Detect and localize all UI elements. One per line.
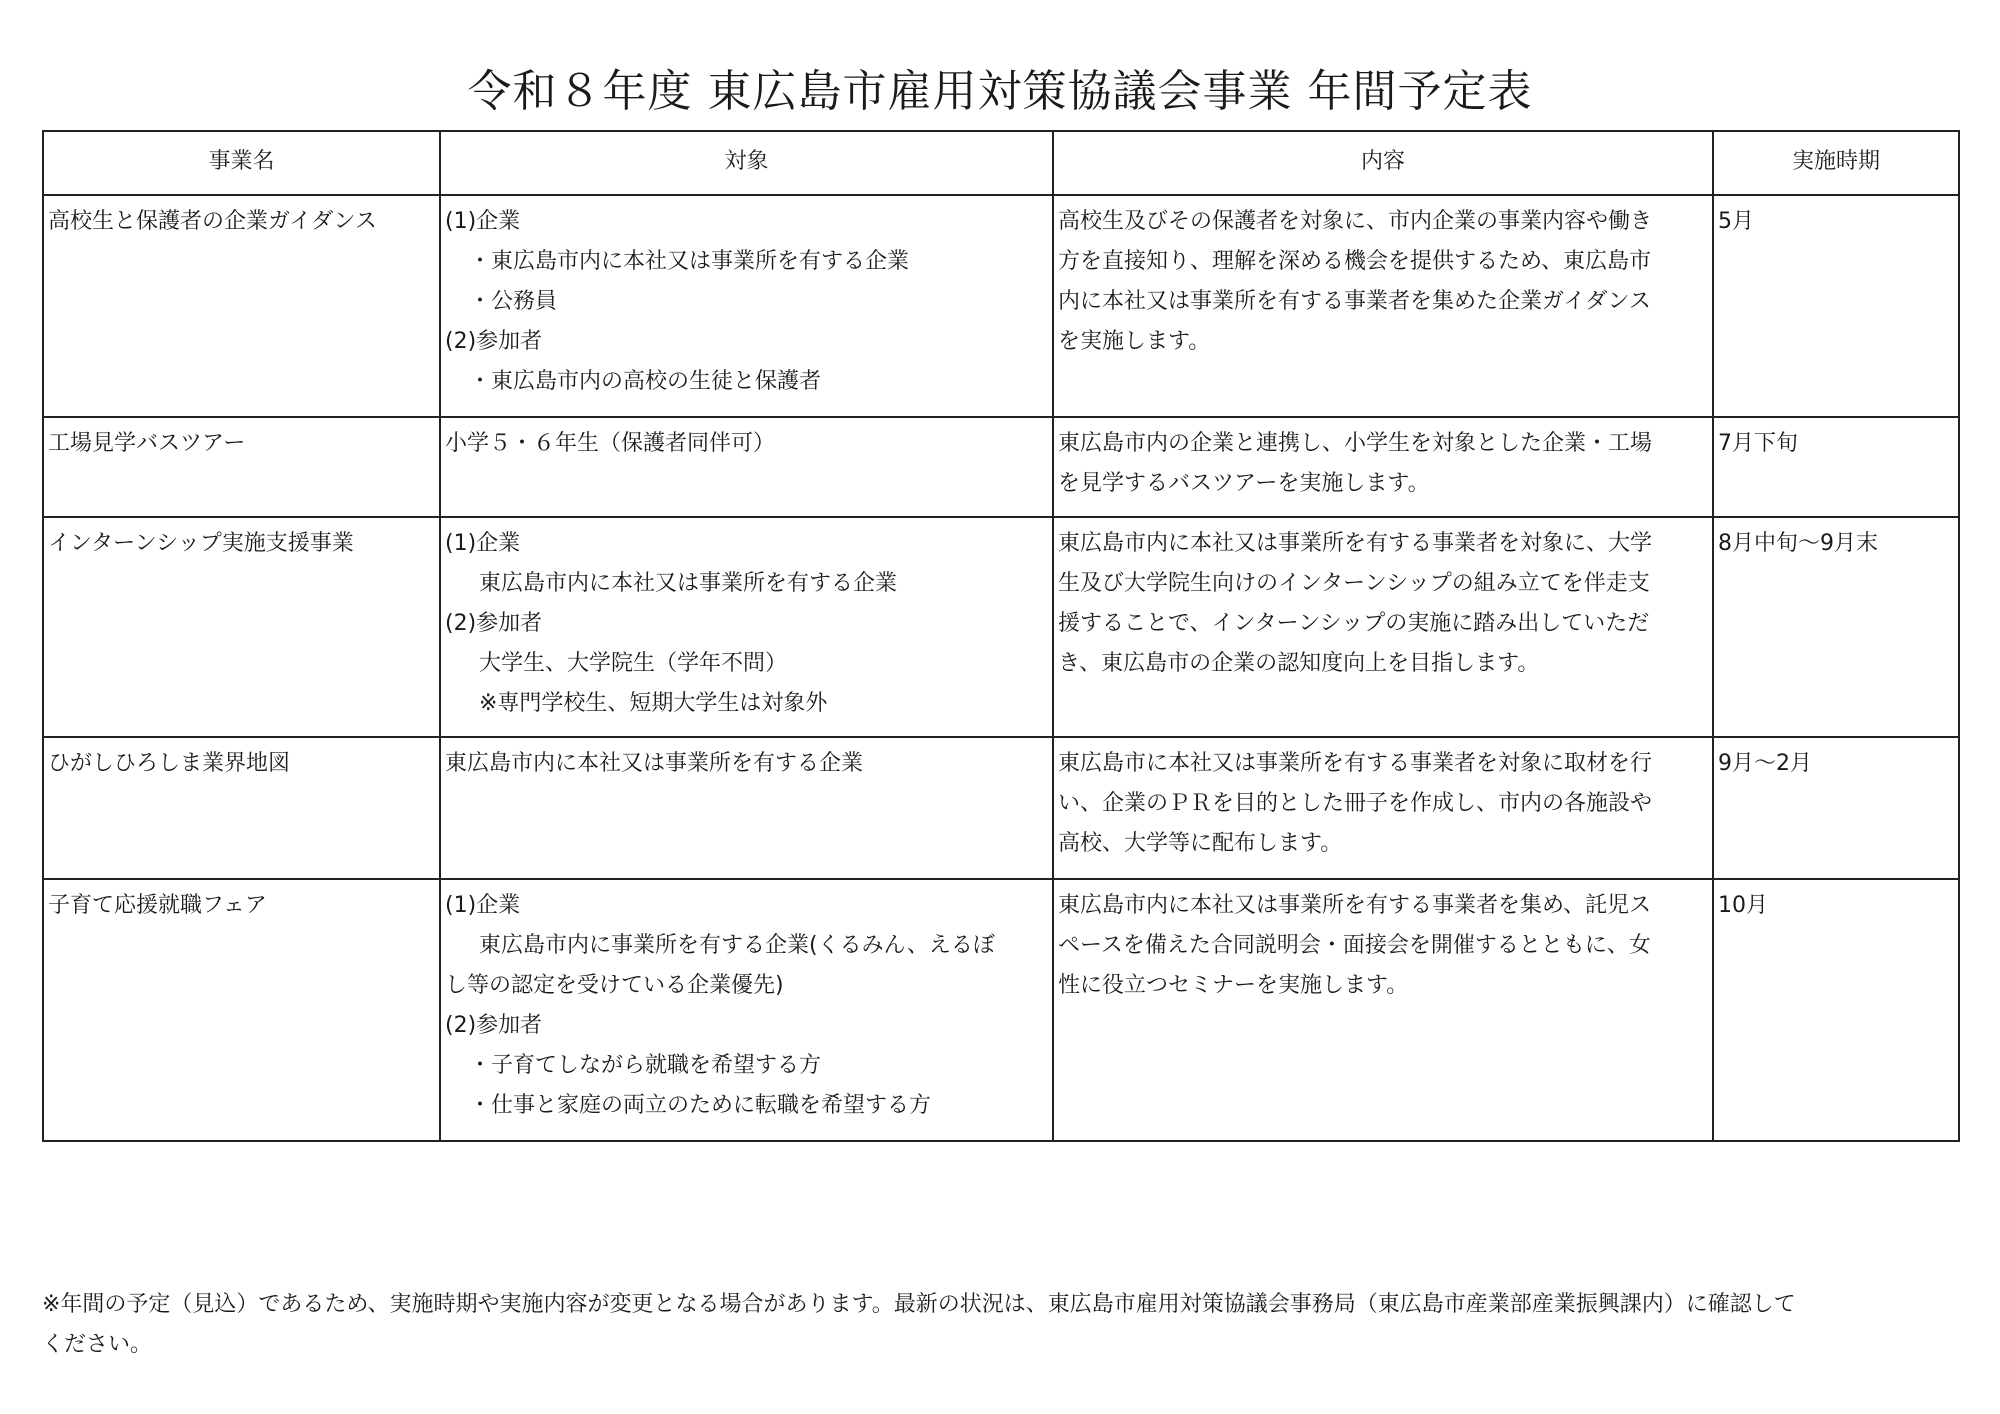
header-target: 対象 (440, 131, 1053, 195)
table-row (43, 195, 1959, 417)
cell-target: 東広島市内に本社又は事業所を有する企業 (440, 737, 1053, 879)
cell-target: (1)企業 東広島市内に本社又は事業所を有する企業 (2)参加者 大学生、大学院生（学年不問） ※専門学校生、短期大学生は対象外 (440, 517, 1053, 737)
header-row (43, 131, 1959, 195)
cell-content: 東広島市内に本社又は事業所を有する事業者を集め、託児ス ペースを備えた合同説明会・面接会を開催するとともに、女 性に役立つセミナーを実施します。 (1053, 879, 1713, 1141)
cell-period: 8月中旬～9月末 (1713, 517, 1959, 737)
table-row (43, 879, 1959, 1141)
page-title: 令和８年度 東広島市雇用対策協議会事業 年間予定表 (467, 66, 1533, 117)
cell-target: 小学５・６年生（保護者同伴可） (440, 417, 1053, 517)
table-row (43, 417, 1959, 517)
cell-content: 高校生及びその保護者を対象に、市内企業の事業内容や働き 方を直接知り、理解を深める機会を提供するため、東広島市 内に本社又は事業所を有する事業者を集めた企業ガイダンス を実施します。 (1053, 195, 1713, 417)
cell-period: 7月下旬 (1713, 417, 1959, 517)
header-name: 事業名 (43, 131, 440, 195)
cell-name: 高校生と保護者の企業ガイダンス (43, 195, 440, 417)
schedule-table (42, 130, 1960, 1142)
footnote: ※年間の予定（見込）であるため、実施時期や実施内容が変更となる場合があります。最新の状況は、東広島市雇用対策協議会事務局（東広島市産業部産業振興課内）に確認して ください。 (42, 1292, 1796, 1357)
cell-period: 5月 (1713, 195, 1959, 417)
cell-period: 9月～2月 (1713, 737, 1959, 879)
cell-content: 東広島市内に本社又は事業所を有する事業者を対象に、大学 生及び大学院生向けのインターンシップの組み立てを伴走支 援することで、インターンシップの実施に踏み出していただ き、東広島市の企業の認知度向上を目指します。 (1053, 517, 1713, 737)
cell-target: (1)企業 東広島市内に事業所を有する企業(くるみん、えるぼ し等の認定を受けている企業優先) (2)参加者 ・子育てしながら就職を希望する方 ・仕事と家庭の両立のために転職を希望する方 (440, 879, 1053, 1141)
cell-name: 工場見学バスツアー (43, 417, 440, 517)
header-content: 内容 (1053, 131, 1713, 195)
cell-target: (1)企業 ・東広島市内に本社又は事業所を有する企業 ・公務員 (2)参加者 ・東広島市内の高校の生徒と保護者 (440, 195, 1053, 417)
table-row (43, 517, 1959, 737)
cell-name: ひがしひろしま業界地図 (43, 737, 440, 879)
header-period: 実施時期 (1713, 131, 1959, 195)
cell-content: 東広島市に本社又は事業所を有する事業者を対象に取材を行 い、企業のＰＲを目的とした冊子を作成し、市内の各施設や 高校、大学等に配布します。 (1053, 737, 1713, 879)
cell-name: 子育て応援就職フェア (43, 879, 440, 1141)
table-row (43, 737, 1959, 879)
cell-period: 10月 (1713, 879, 1959, 1141)
cell-name: インターンシップ実施支援事業 (43, 517, 440, 737)
cell-content: 東広島市内の企業と連携し、小学生を対象とした企業・工場 を見学するバスツアーを実施します。 (1053, 417, 1713, 517)
